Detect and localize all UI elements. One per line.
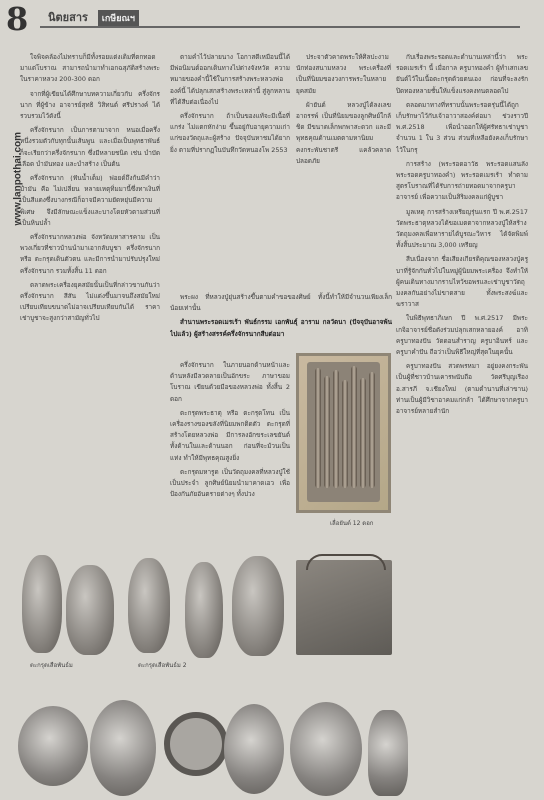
stone-amulet-image bbox=[66, 565, 114, 655]
paragraph: สืบเนื่องจาก ชื่อเสียงเกียรติคุณของหลวงปู่ครูบาที่รู้จักกันทั่วไปในหมู่ผู้นิยมพระเครื่อง จึงทำให้ผู้คนเดินทางมากราบไหว้ขอพรและเช่าบูชาวัตถุมงคลกันอย่างไม่ขาดสาย ทั้งพระสงฆ์และฆราวาส bbox=[396, 255, 528, 309]
text-block-middle bbox=[170, 292, 392, 354]
header-rule bbox=[40, 26, 520, 28]
paragraph: ประจาตัวคาดพระให้ศิลปะงามนักท่องสนามหลวง พระเครื่องที่เป็นที่นิยมของวงการพระในหลายยุคสมัย bbox=[296, 53, 391, 95]
paragraph: ครึ่งจักรนาก เป็นการตามาจาก หนอเมื่อครึ่งหนึ่งรวมตัวกับทุกนั้นเส้นพูน และเมื่อเป็นพุทธาพันธ์ก็จะเรียกว่าครึ่งจักรนาก ซึ่งมีหลายชนิด เช่น บำบัดเลือด บำมันทอง และบำสร้าง เป็นต้น bbox=[20, 126, 160, 168]
section-tag: เกษียณฯ bbox=[98, 10, 139, 26]
stone-amulet-image bbox=[128, 558, 170, 653]
paragraph: ครึ่งจักรนาก (ฟันน้ำเต็ม) ฟอยด์ถึงก้นมีคำว่า ปำมัน คือ ไม่เปลี่ยน หลายเหตุทิ่มมานี้ซึ่งทาเงินที่เป็นสีแดงซึ่งบางกรณีก็อาจมีความยัดหยุ่นมีความพิเศษ จึงมีลักษณะแข็งและบางโดยหัวตามส่วนที่เป็นหินปล้ำ bbox=[20, 174, 160, 227]
takrut-stick bbox=[333, 370, 339, 488]
stone-amulet-image bbox=[232, 556, 284, 656]
paragraph: พระผง ที่หลวงปู่ยุ่นสร้างขึ้นตามคำขอของศิษย์ ทั้งนี้ทำให้มีจำนวนเพียงเล็กน้อยเท่านั้น bbox=[170, 293, 392, 313]
paragraph: ตะกรุดพระธาตุ หรือ ตะกรุดโทน เป็นเครื่องรางของขลังที่นิยมพกติดตัว ตะกรุดที่สร้างโดยหลวงพ่อ มีการลงอักขระเลขยันต์ทั้งด้านในและด้านนอก ก่อนที่จะม้วนเป็นแท่ง ทำให้มีพุทธคุณสูงยิ่ง bbox=[170, 408, 290, 462]
paragraph: ครึ่งจักรนาก ในภายนอกด้านหน้าและด้านหลังมีลวดลายเป็นอักขระ ภาษาขอมโบราณ เขียนด้วยมือของหลวงพ่อ ทั้งสิ้น 2 ดอก bbox=[170, 361, 290, 403]
sidebar-url: www.lanpothai.com bbox=[12, 131, 24, 226]
cloth-box-photo bbox=[296, 560, 392, 655]
text-column-2-lower bbox=[170, 360, 290, 584]
takrut-stick bbox=[315, 368, 321, 488]
paragraph: ใจพิจคล้องไม่ทราบก็มีทั้งรอยแต่งเดิมที่ตกทอดมาแต่โบราณ สามารถนำมาทำเอกฉสุภัติสร้างพระในราคาหลวง 200-300 ดอก bbox=[20, 53, 160, 84]
subheading: สำนานพระรอดเมรเร้า พันธ์กรรม เอกพันธุ์ อาราม กลวัตนา (ปัจจุบันอาจพ้นไปแล้ว) ผู้สร้างสรรค์ครึ่งจักรนากสืบต่อมา bbox=[170, 318, 392, 338]
paragraph: ผ้ายันต์ หลวงปู่ได้ลงเลขอาถรรพ์ เป็นที่นิยมของลูกศิษย์ใกล้ชิด มีขนาดเล็กพกพาสะดวก และมีพุทธคุณด้านเมตตามหานิยม คงกระพันชาตรี แคล้วคลาดปลอดภัย bbox=[296, 100, 391, 165]
paragraph: การสร้าง (พระรอดอาวัธ พระรอดแสนลัง พระรอดครูบาทองคำ) พระรอดเมรเร้า ทำตามสูตรโบราณที่ได้รับการถ่ายทอดมาจากครูบาอาจารย์ เพื่อความเป็นสิริมงคลแก่ผู้บูชา bbox=[396, 159, 528, 202]
figure-amulet-image bbox=[368, 710, 408, 796]
amulet-image bbox=[90, 700, 156, 796]
magazine-name: นิตยสาร bbox=[48, 11, 88, 24]
masthead bbox=[48, 8, 139, 26]
text-column-2 bbox=[170, 52, 290, 282]
ring-amulet-image bbox=[164, 712, 228, 776]
stone-amulet-image bbox=[22, 555, 62, 653]
stone-amulet-image bbox=[185, 562, 223, 658]
stone-caption-left: ตะกรุดเสือพันธ์ม bbox=[30, 662, 73, 669]
amulet-caption: เลื่อยันต์ 12 ดอก bbox=[330, 520, 374, 527]
amulet-bundle-image bbox=[307, 362, 380, 502]
takrut-stick bbox=[351, 366, 357, 488]
takrut-stick bbox=[342, 380, 348, 488]
amulet-image bbox=[224, 704, 284, 794]
paragraph: ครึ่งจักรนากหลวงพ่อ จังหวัดมหาสารคาม เป็นพวงเกี่ยวที่ชาวบ้านนำมาเอากลับบูชา ครึ่งจักรนาก หรือ ตะกรุดเดินตัวตน และมีการนำมาปรับปรุงใหม่ ครึ่งจักรนาก รวมทั้งสิ้น 11 ดอก bbox=[20, 233, 160, 275]
paragraph: ในพิธีพุทธาภิเษก ปี พ.ศ.2517 มีพระเกจิอาจารย์ชื่อดังร่วมปลุกเสกหลายองค์ อาทิ ครูบาทองปัน วัดดอนสำราญ ครูบาอินทร์ และครูบาคำปัน ถือว่าเป็นพิธีใหญ่ที่สุดในยุคนั้น bbox=[396, 314, 528, 357]
page-header bbox=[0, 0, 544, 40]
amulet-image bbox=[290, 702, 362, 796]
paragraph: จากที่ผู้เขียนได้ศึกษาบทความเกี่ยวกับ ครึ่งจักรนาก ที่ผู้ข้าง อาจารย์สุทธิ วิสิทนต์ ศรีปรางค์ ได้รวบรวมไว้ดังนี้ bbox=[20, 89, 160, 121]
bottom-amulet-row bbox=[18, 700, 528, 800]
paragraph: ครูบาทองปัน สวดพรหมา อยู่ยงคงกระพัน เป็นผู้ที่ชาวบ้านเคารพนับถือ วัดศรีบุญเรือง อ.สารภี จ.เชียงใหม่ (ตามตำนานที่เล่าขาน) ท่านเป็นผู้มีวิชาอาคมแก่กล้า ได้ศึกษาจากครูบาอาจารย์หลายสำนัก bbox=[396, 362, 528, 416]
paragraph: มูลเหตุ การสร้างเหรียญรุ่นแรก ปี พ.ศ.2517 วัดพระธาตุหลวงได้ขอเมตตาจากหลวงปู่ให้สร้างวัตถุมงคลเพื่อหารายได้บูรณะวิหาร ได้จัดพิมพ์ทั้งสิ้นประมาณ 3,000 เหรียญ bbox=[396, 207, 528, 250]
paragraph: ตะกรุดมหารูด เป็นวัตถุมงคลที่หลวงปู่ใช้เป็นประจำ ลูกศิษย์นิยมนำมาคาดเอว เพื่อป้องกันภัยอันตรายต่างๆ ทั้งปวง bbox=[170, 467, 290, 499]
stone-caption-mid: ตะกรุดเสือพันธ์ม 2 bbox=[138, 662, 187, 669]
paragraph: กับเรื่องพระรอดและตำนานเหล่านี้ว่า พระรอดเมรเร้า นี้ เมื่อกาล ครูบาทองคำ ผู้ทำเสกเลขยันต์ไว้ในเนื้อตะกรุดด้วยตนเอง ก่อนที่จะลงรัก ปิดทองหลายชั้นให้แข็งแรงคงทนตลอดไป bbox=[396, 53, 528, 95]
paragraph: ตามคำไว้ปลายนาง โอกาสดีเหมือนนี้ได้มีพ่อนิมนต์ออกเดินทางไปต่างจังหวัด ความหมายของคำนี้ใช้ในการสร้างพระหลวงพ่อองค์นี้ ได้ปลุกเสกสร้างพระเหล่านี้ สู่ลูกหลานที่ได้สืบต่อเนื่องไป bbox=[170, 53, 290, 106]
text-column-1 bbox=[20, 52, 160, 532]
text-column-4 bbox=[396, 52, 528, 787]
amulet-image bbox=[18, 706, 88, 786]
paragraph: ตลาดพระเครื่องยุคสมัยนั้นเป็นที่กล่าวขานกันว่า ครึ่งจักรนาก สีสัน ไม่แต่งขึ้นมาจนถึงสมัยใหม่ เปรียบเทียบขนาดไม่อาจเปรียบเทียบกันได้ ราคาเช่าบูชาจะสูงกว่าสามัญทั่วไป bbox=[20, 280, 160, 323]
takrut-stick bbox=[369, 372, 375, 488]
takrut-stick bbox=[324, 376, 330, 488]
paragraph: ครึ่งจักรนาก ถ้าเป็นของแท้จะมีเนื้อที่แกร่ง ไม่แตกหักง่าย ขึ้นอยู่กับอายุความเก่าแก่ของวัตถุและผู้สร้าง ปัจจุบันหาชมได้ยากยิ่ง ตามที่ปรากฏในบันทึกวัดหนองโพ 2553 bbox=[170, 112, 290, 154]
framed-amulet-photo bbox=[296, 353, 391, 513]
paragraph: ตลอดมาทางที่ทราบนั้นพระรอดรุ่นนี้ได้ถูกเก็บรักษาไว้กับเจ้าอาวาสองค์ต่อมา ช่วงราวปี พ.ศ.2518 เพื่อนำออกให้ผู้ศรัทธาเช่าบูชาจำนวน 1 ใน 3 ส่วน ส่วนที่เหลือยังคงเก็บรักษาไว้ในกรุ bbox=[396, 100, 528, 154]
takrut-stick bbox=[360, 378, 366, 488]
text-column-3 bbox=[296, 52, 391, 282]
page-number: 8 bbox=[6, 0, 29, 38]
